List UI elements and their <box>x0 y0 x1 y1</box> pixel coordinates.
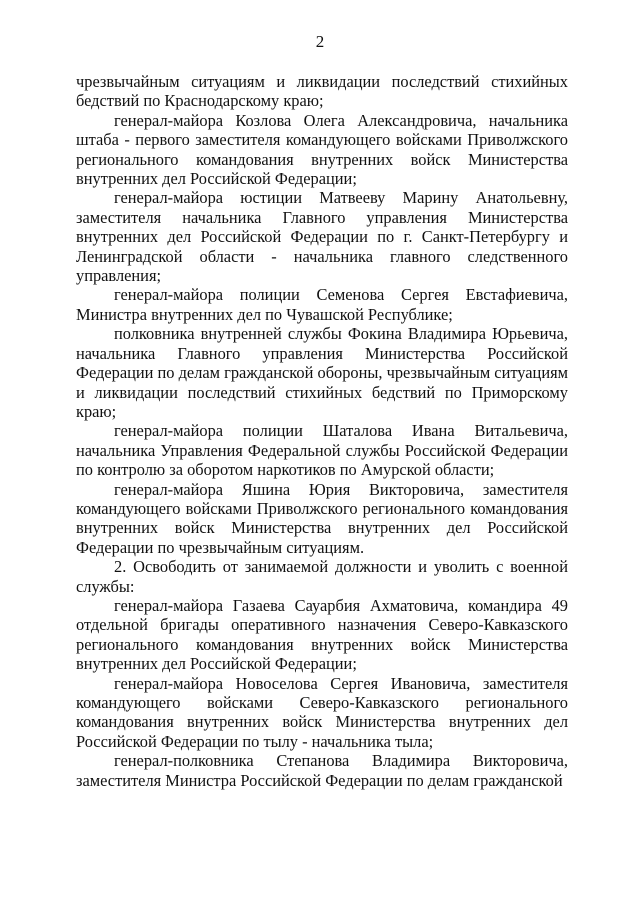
page-number: 2 <box>315 32 325 51</box>
document-body <box>76 72 568 790</box>
paragraph: генерал-майора юстиции Матвееву Марину Анатольевну, заместителя начальника Главного управления Министерства внутренних дел Российской Федерации по г. Санкт-Петербургу и Ленинградской области - начальника главного следственного управления; <box>76 188 568 286</box>
paragraph: чрезвычайным ситуациям и ликвидации последствий стихийных бедствий по Краснодарскому краю; <box>76 72 568 111</box>
paragraph: полковника внутренней службы Фокина Владимира Юрьевича, начальника Главного управления Министерства Российской Федерации по делам гражданской обороны, чрезвычайным ситуациям и ликвидации последствий стихийных бедствий по Приморскому краю; <box>76 324 568 421</box>
paragraph: генерал-майора Газаева Сауарбия Ахматовича, командира 49 отдельной бригады оперативного назначения Северо-Кавказского регионального командования внутренних войск Министерства внутренних дел Российской Федерации; <box>76 595 568 674</box>
paragraph: генерал-майора полиции Шаталова Ивана Витальевича, начальника Управления Федеральной службы Российской Федерации по контролю за оборотом наркотиков по Амурской области; <box>76 421 568 480</box>
paragraph: генерал-майора Яшина Юрия Викторовича, заместителя командующего войсками Приволжского регионального командования внутренних войск Министерства внутренних дел Российской Федерации по чрезвычайным ситуациям. <box>76 479 568 557</box>
paragraph: генерал-майора Новоселова Сергея Ивановича, заместителя командующего войсками Северо-Кавказского регионального командования внутренних войск Министерства внутренних дел Российской Федерации по тылу - начальника тыла; <box>76 673 568 751</box>
paragraph: генерал-майора полиции Семенова Сергея Евстафиевича, Министра внутренних дел по Чувашской Республике; <box>76 285 568 324</box>
section-heading-paragraph: 2. Освободить от занимаемой должности и уволить с военной службы: <box>76 557 568 596</box>
paragraph-continued: генерал-полковника Степанова Владимира Викторовича, заместителя Министра Российской Федерации по делам гражданской <box>76 751 568 790</box>
paragraph: генерал-майора Козлова Олега Александровича, начальника штаба - первого заместителя командующего войсками Приволжского регионального командования внутренних войск Министерства внутренних дел Российской Федерации; <box>76 110 568 189</box>
